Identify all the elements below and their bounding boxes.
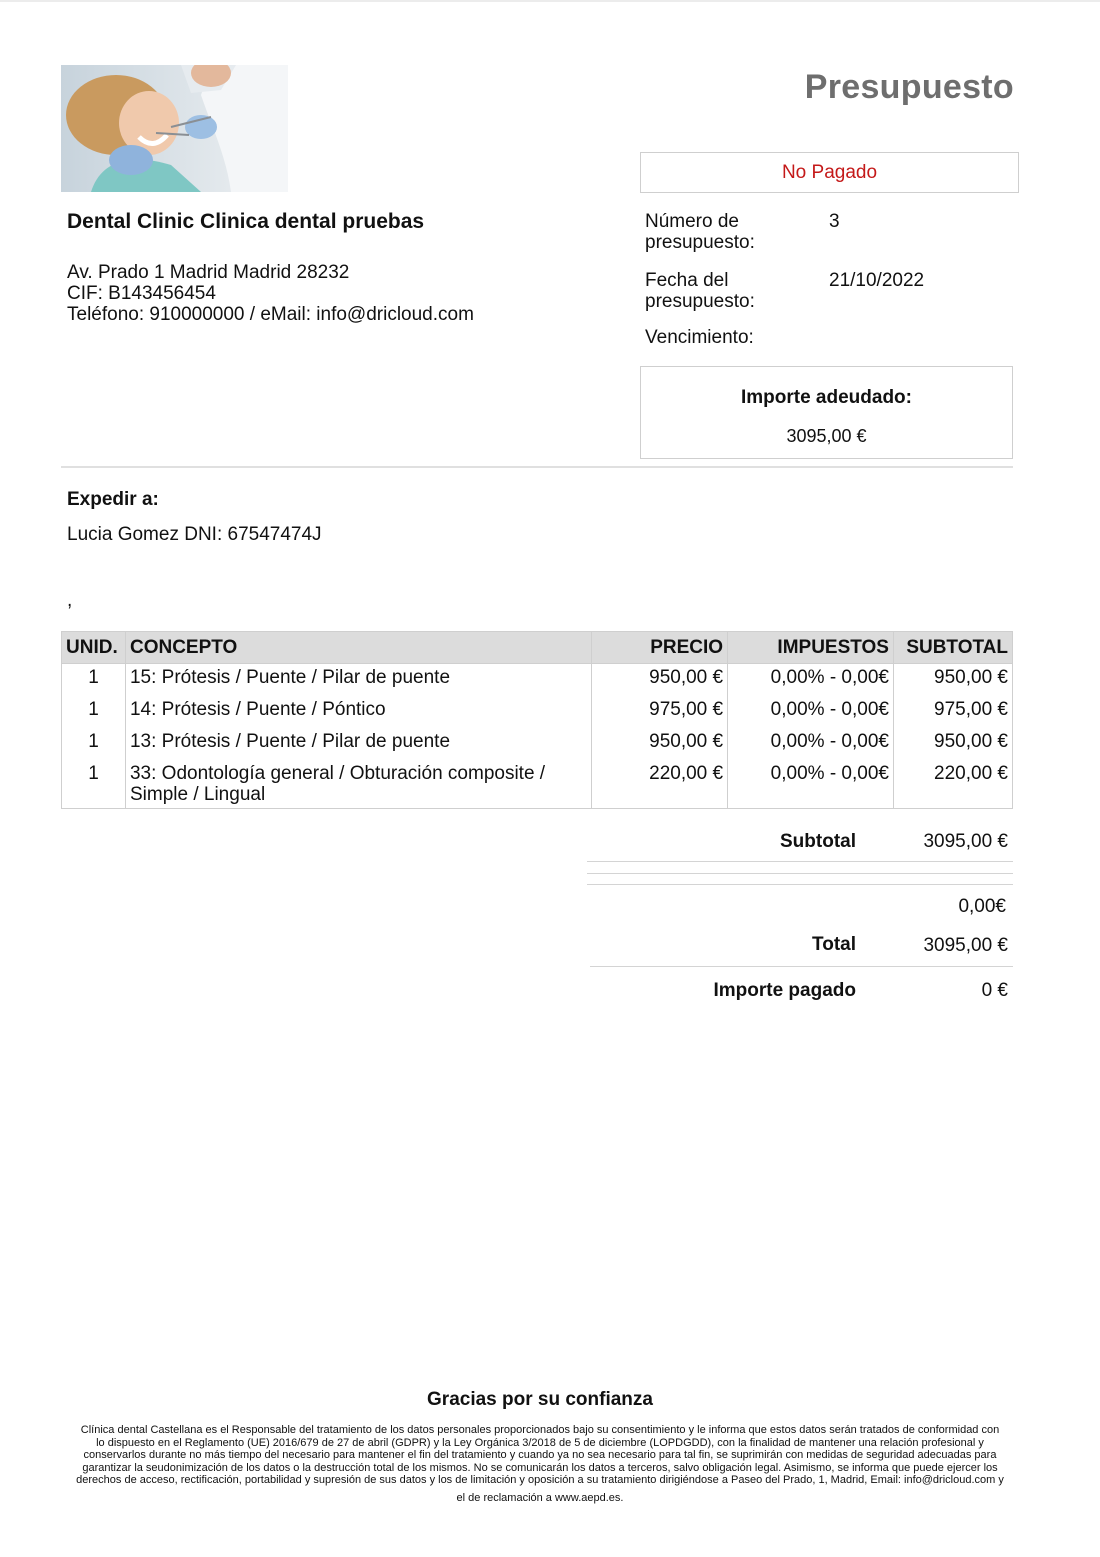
clinic-info [67, 262, 474, 325]
document-title: Presupuesto [804, 68, 1014, 106]
cell-precio: 950,00 € [592, 664, 728, 696]
cell-concepto-line2: Simple / Lingual [129, 783, 266, 805]
ship-to-value: Lucia Gomez DNI: 67547474J [67, 524, 322, 545]
table-row [62, 760, 1013, 809]
legal-line: conservarlos durante no más tiempo del necesario para mantener el fin del tratamiento y cuando ya no sea necesario para tal fin, se suprimirán con medidas de seguridad adecuadas para [83, 1449, 997, 1462]
col-header-precio: PRECIO [592, 632, 728, 664]
cell-precio: 950,00 € [592, 728, 728, 760]
budget-date-label-line1: Fecha del [645, 270, 729, 291]
legal-line: lo dispuesto en el Reglamento (UE) 2016/679 de 27 de abril (GDPR) y la Ley Orgánica 3/2018 de 5 de diciembre (LOPDGDD), con la finalidad de mantener una relación profesional y [96, 1436, 984, 1449]
cell-unid: 1 [62, 696, 126, 728]
cell-concepto-line1: 33: Odontología general / Obturación composite / [129, 762, 546, 784]
cell-concepto: 13: Prótesis / Puente / Pilar de puente [125, 728, 591, 760]
legal-line-end: el de reclamación a www.aepd.es. [456, 1492, 624, 1504]
cell-subtotal: 950,00 € [893, 728, 1012, 760]
cell-unid: 1 [62, 664, 126, 696]
clinic-cif: CIF: B143456454 [67, 283, 216, 304]
legal-notice [64, 1424, 1016, 1487]
budget-number-label-line1: Número de [645, 211, 739, 232]
cell-concepto: 14: Prótesis / Puente / Póntico [125, 696, 591, 728]
table-row [62, 696, 1013, 728]
clinic-photo [61, 65, 288, 192]
paid-value: 0 € [981, 980, 1008, 1001]
cell-impuestos: 0,00% - 0,00€ [728, 696, 894, 728]
amount-due-value: 3095,00 € [786, 426, 867, 446]
amount-due-label: Importe adeudado: [740, 387, 912, 408]
payment-status-box [640, 152, 1019, 193]
totals-rule [587, 884, 1013, 885]
subtotal-value: 3095,00 € [923, 831, 1008, 852]
paid-label: Importe pagado [713, 980, 856, 1001]
cell-subtotal: 220,00 € [893, 760, 1012, 809]
col-header-unid: UNID. [62, 632, 126, 664]
clinic-address: Av. Prado 1 Madrid Madrid 28232 [67, 262, 350, 283]
cell-unid: 1 [62, 728, 126, 760]
col-header-concepto: CONCEPTO [125, 632, 591, 664]
budget-due-label: Vencimiento: [645, 327, 754, 348]
budget-date-label [645, 270, 805, 312]
subtotal-label: Subtotal [780, 831, 856, 852]
cell-impuestos: 0,00% - 0,00€ [728, 760, 894, 809]
ship-to-extra: , [67, 590, 73, 611]
payment-status: No Pagado [781, 161, 878, 183]
cell-subtotal: 950,00 € [893, 664, 1012, 696]
top-rule [0, 0, 1100, 2]
cell-concepto [125, 760, 591, 809]
cell-impuestos: 0,00% - 0,00€ [728, 664, 894, 696]
budget-number-label [645, 211, 805, 253]
cell-unid: 1 [62, 760, 126, 809]
clinic-name: Dental Clinic Clinica dental pruebas [67, 210, 425, 233]
thanks-message: Gracias por su confianza [427, 1389, 653, 1410]
cell-precio: 975,00 € [592, 696, 728, 728]
total-value: 3095,00 € [923, 935, 1008, 956]
budget-number-value: 3 [829, 211, 840, 232]
totals-rule [590, 966, 1013, 967]
cell-subtotal: 975,00 € [893, 696, 1012, 728]
legal-line: derechos de acceso, rectificación, portabilidad y supresión de sus datos y los de limitación y oposición a su tratamiento dirigiéndose a Paseo del Prado, 1, Madrid, Email: info@dricloud.com y [76, 1474, 1004, 1487]
header-separator [61, 466, 1013, 468]
total-label: Total [812, 934, 856, 955]
clinic-contact: Teléfono: 910000000 / eMail: info@dricloud.com [67, 304, 474, 325]
items-table [61, 631, 1013, 809]
budget-date-label-line2: presupuesto: [645, 291, 755, 312]
amount-due-box [640, 366, 1013, 459]
totals-rule [587, 861, 1013, 862]
totals-rule [587, 873, 1013, 874]
table-row [62, 728, 1013, 760]
legal-line: Clínica dental Castellana es el Responsable del tratamiento de los datos personales proporcionados bajo su consentimiento y le informa que estos datos serán tratados de conformidad con [80, 1424, 1000, 1436]
cell-concepto: 15: Prótesis / Puente / Pilar de puente [125, 664, 591, 696]
table-row [62, 664, 1013, 696]
budget-date-value: 21/10/2022 [829, 270, 925, 291]
cell-precio: 220,00 € [592, 760, 728, 809]
col-header-impuestos: IMPUESTOS [728, 632, 894, 664]
legal-line: garantizar la seudonimización de los datos o la destrucción total de los mismos. No se comunicarán los datos a terceros, salvo obligación legal. Asimismo, se informa que puede ejercer los [82, 1461, 998, 1474]
ship-to-label: Expedir a: [67, 489, 159, 510]
table-header-row [62, 632, 1013, 664]
budget-number-label-line2: presupuesto: [645, 232, 755, 253]
col-header-subtotal: SUBTOTAL [893, 632, 1012, 664]
cell-impuestos: 0,00% - 0,00€ [728, 728, 894, 760]
tax-value: 0,00€ [958, 896, 1006, 917]
